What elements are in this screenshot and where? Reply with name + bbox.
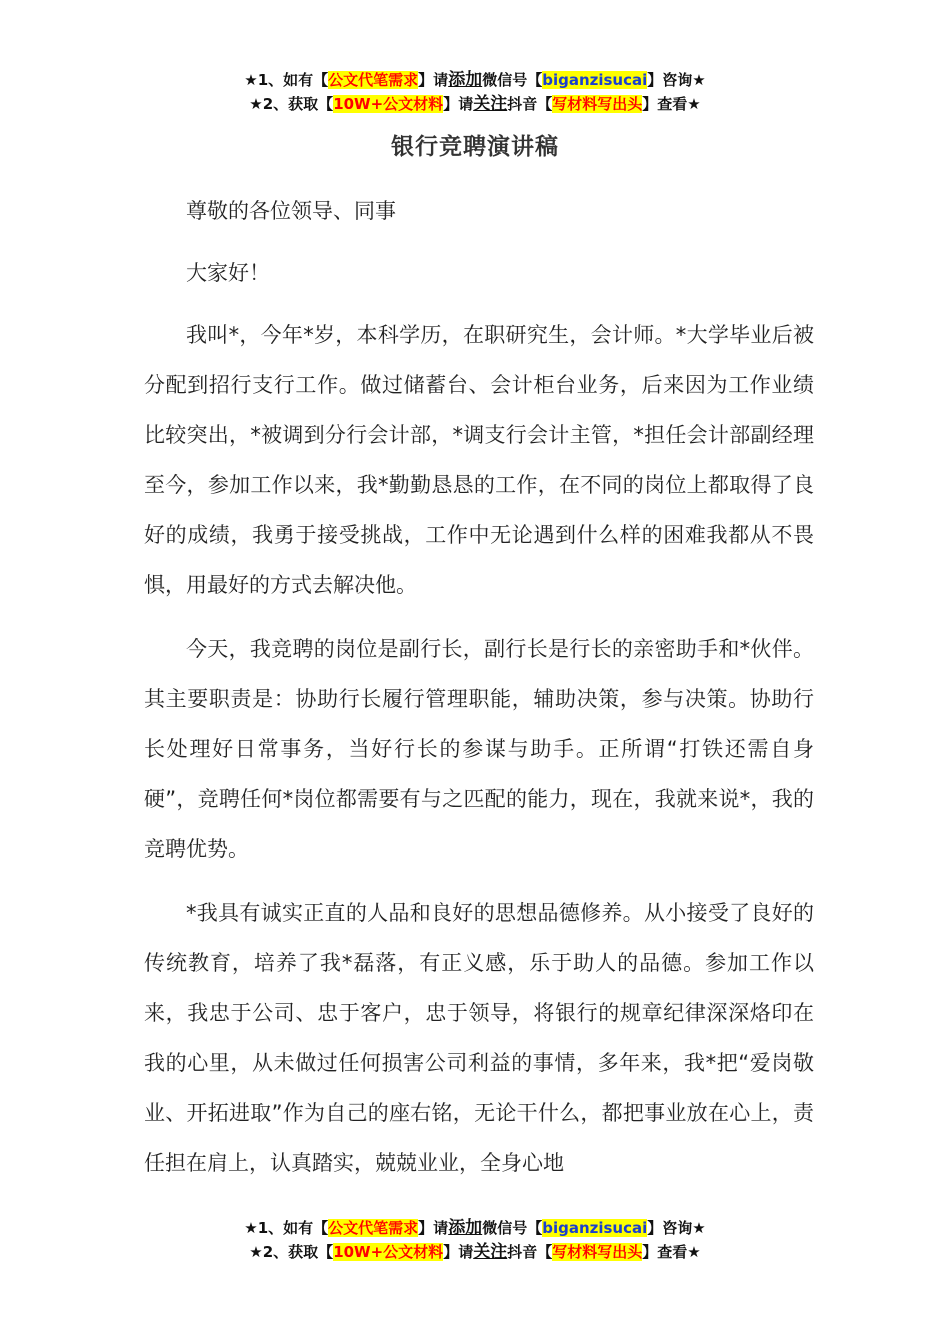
header-notice — [0, 68, 950, 116]
header-notice-line-1-mid1: 】请 — [418, 71, 449, 89]
header-highlight-ghostwriting: 公文代笔需求 — [328, 71, 419, 89]
footer-highlight-douyin-account: 写材料写出头 — [552, 1243, 643, 1261]
header-notice-line-1-prefix: ★1、如有【 — [244, 71, 329, 89]
header-notice-line-2-prefix: ★2、获取【 — [249, 95, 334, 113]
salutation-paragraph: 尊敬的各位领导、同事 — [186, 199, 396, 223]
header-emphasis-follow: 关注 — [473, 94, 508, 114]
character-paragraph: *我具有诚实正直的人品和良好的思想品德修养。从小接受了良好的传统教育，培养了我*磊落，有正义感，乐于助人的品德。参加工作以来，我忠于公司、忠于客户，忠于领导，将银行的规章纪律深深烙印在我的心里，从未做过任何损害公司利益的事情，多年来，我*把“爱岗敬业、开拓进取”作为自己的座右铭，无论干什么，都把事业放在心上，责任担在肩上，认真踏实，兢兢业业，全身心地 — [144, 901, 814, 1175]
header-emphasis-add: 添加 — [448, 70, 483, 90]
footer-notice-line-2-suffix: 】查看★ — [642, 1243, 701, 1261]
header-notice-line-1 — [0, 68, 950, 92]
footer-notice — [0, 1216, 950, 1264]
footer-notice-line-2 — [0, 1240, 950, 1264]
header-notice-line-1-mid2: 微信号【 — [482, 71, 543, 89]
header-notice-line-2-mid2: 抖音【 — [507, 95, 553, 113]
footer-notice-line-1 — [0, 1216, 950, 1240]
footer-emphasis-follow: 关注 — [473, 1242, 508, 1262]
header-notice-line-2-mid1: 】请 — [443, 95, 474, 113]
document-body — [144, 186, 814, 1202]
footer-notice-line-1-prefix: ★1、如有【 — [244, 1219, 329, 1237]
footer-notice-line-2-mid2: 抖音【 — [507, 1243, 553, 1261]
footer-notice-line-2-mid1: 】请 — [443, 1243, 474, 1261]
footer-notice-line-1-mid2: 微信号【 — [482, 1219, 543, 1237]
document-title: 银行竞聘演讲稿 — [391, 134, 559, 160]
header-notice-line-2-suffix: 】查看★ — [642, 95, 701, 113]
footer-highlight-materials: 10W+公文材料 — [333, 1243, 444, 1261]
self-introduction-paragraph: 我叫*，今年*岁，本科学历，在职研究生，会计师。*大学毕业后被分配到招行支行工作。做过储蓄台、会计柜台业务，后来因为工作业绩比较突出，*被调到分行会计部，*调支行会计主管，*担任会计部副经理至今，参加工作以来，我*勤勤恳恳的工作，在不同的岗位上都取得了良好的成绩，我勇于接受挑战，工作中无论遇到什么样的困难我都从不畏惧，用最好的方式去解决他。 — [144, 323, 814, 597]
header-highlight-wechat-id: biganzisucai — [542, 71, 648, 89]
greeting-paragraph: 大家好！ — [186, 261, 270, 285]
header-notice-line-1-suffix: 】咨询★ — [647, 71, 706, 89]
footer-notice-line-1-suffix: 】咨询★ — [647, 1219, 706, 1237]
footer-highlight-wechat-id: biganzisucai — [542, 1219, 648, 1237]
position-paragraph: 今天，我竞聘的岗位是副行长，副行长是行长的亲密助手和*伙伴。其主要职责是：协助行长履行管理职能，辅助决策，参与决策。协助行长处理好日常事务，当好行长的参谋与助手。正所谓“打铁还需自身硬”，竞聘任何*岗位都需要有与之匹配的能力，现在，我就来说*，我的竞聘优势。 — [144, 637, 814, 861]
header-notice-line-2 — [0, 92, 950, 116]
footer-notice-line-1-mid1: 】请 — [418, 1219, 449, 1237]
footer-notice-line-2-prefix: ★2、获取【 — [249, 1243, 334, 1261]
header-highlight-douyin-account: 写材料写出头 — [552, 95, 643, 113]
footer-emphasis-add: 添加 — [448, 1218, 483, 1238]
header-highlight-materials: 10W+公文材料 — [333, 95, 444, 113]
footer-highlight-ghostwriting: 公文代笔需求 — [328, 1219, 419, 1237]
